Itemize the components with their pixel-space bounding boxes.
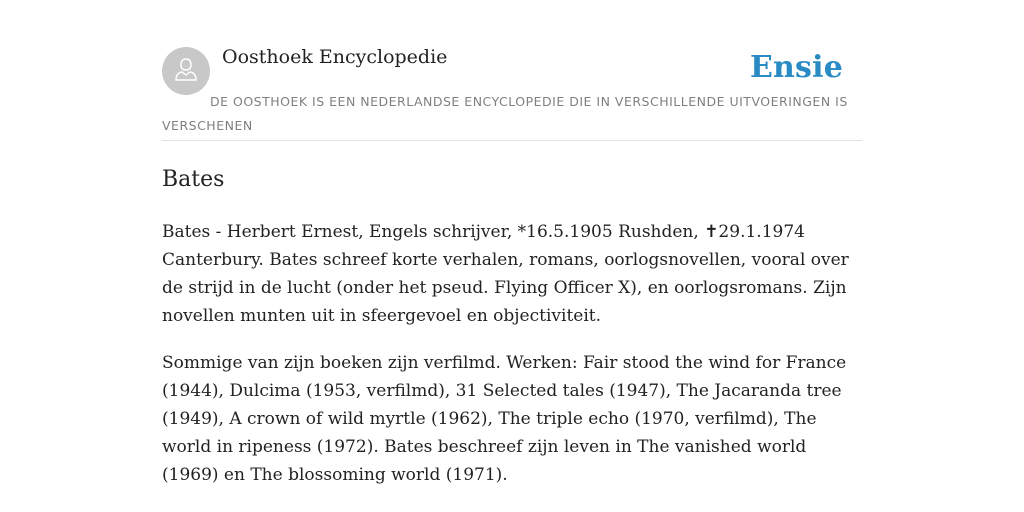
- entry-paragraph: Bates - Herbert Ernest, Engels schrijver, *16.5.1905 Rushden, ✝29.1.1974 Canterbury. Bates schreef korte verhalen, romans, oorlogsnovellen, vooral over de strijd in de lucht (onder het pseud. Flying Officer X), en oorlogsromans. Zijn novellen munten uit in sfeergevoel en objectiviteit.: [162, 222, 849, 326]
- entry-title: Bates: [162, 167, 225, 192]
- page-container: [162, 0, 862, 489]
- source-title[interactable]: Oosthoek Encyclopedie: [222, 46, 448, 68]
- source-description: DE OOSTHOEK IS EEN NEDERLANDSE ENCYCLOPEDIE DIE IN VERSCHILLENDE UITVOERINGEN IS VERSCHENEN: [162, 94, 848, 133]
- entry-body: [162, 218, 862, 489]
- entry-paragraph: Sommige van zijn boeken zijn verfilmd. Werken: Fair stood the wind for France (1944), Dulcima (1953, verfilmd), 31 Selected tales (1947), The Jacaranda tree (1949), A crown of wild myrtle (1962), The triple echo (1970, verfilmd), The world in ripeness (1972). Bates beschreef zijn leven in The vanished world (1969) en The blossoming world (1971).: [162, 353, 847, 485]
- source-avatar[interactable]: [162, 47, 210, 95]
- source-header: [162, 0, 862, 141]
- user-icon: [173, 56, 199, 86]
- ensie-logo-link[interactable]: Ensie: [749, 50, 843, 85]
